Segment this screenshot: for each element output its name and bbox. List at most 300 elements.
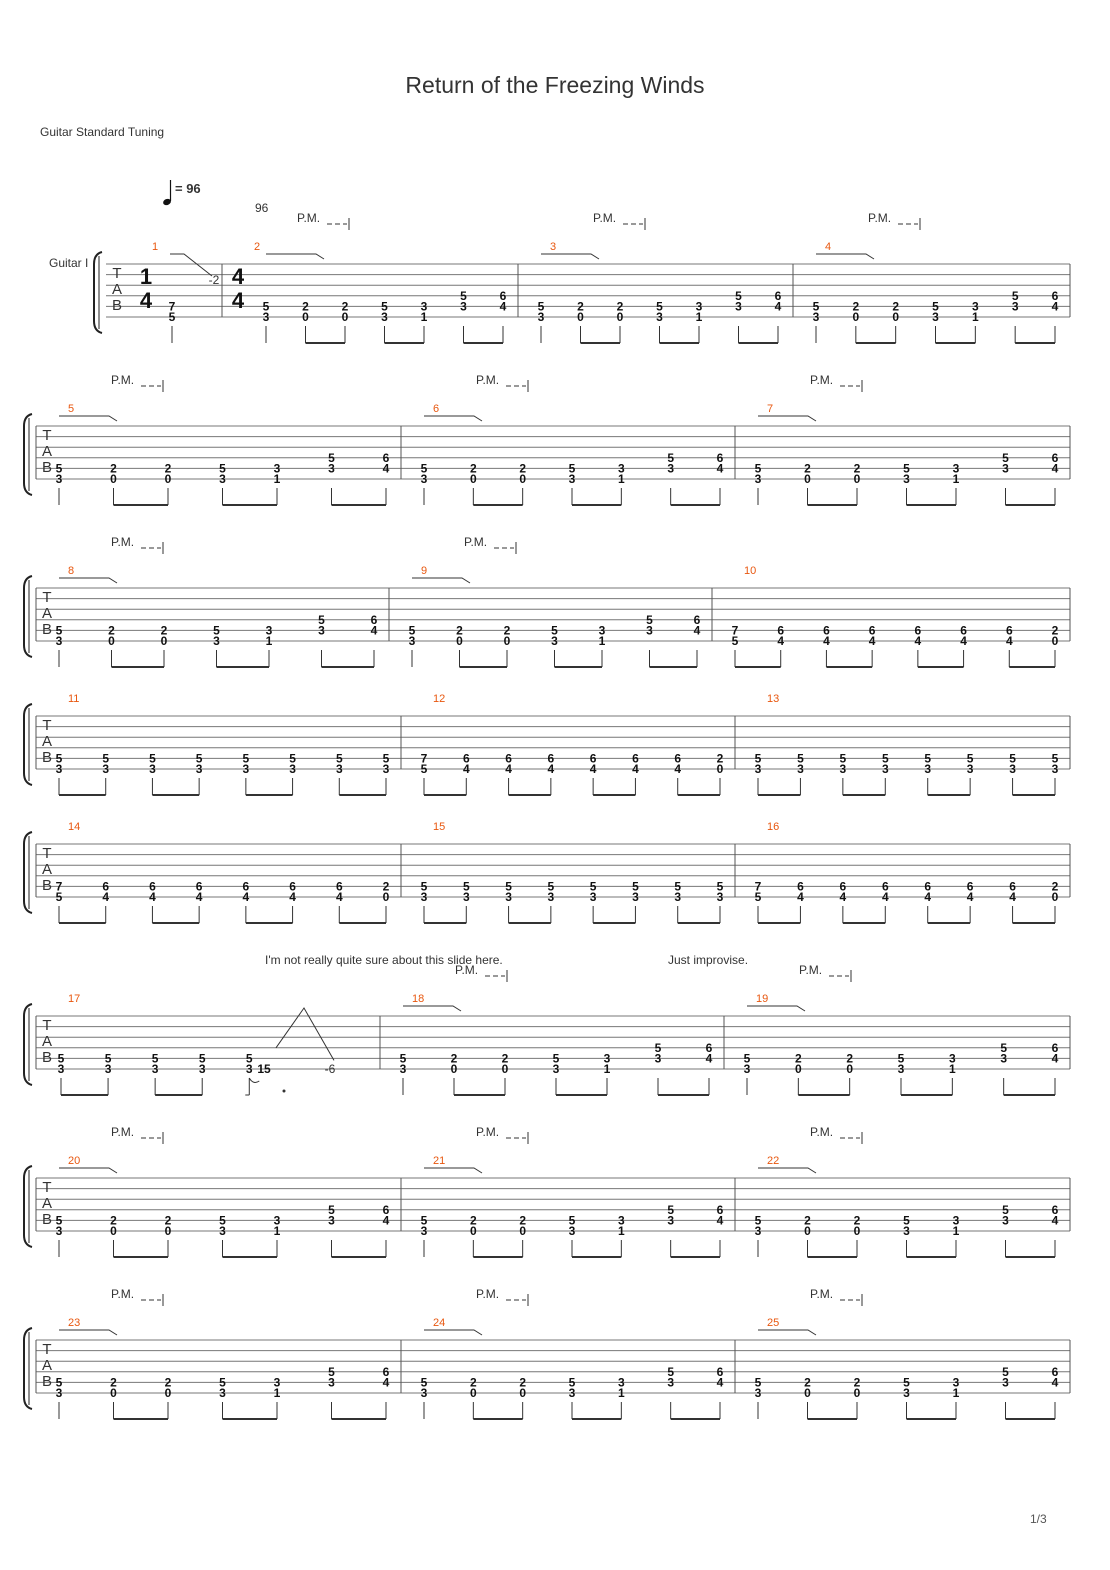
measure-number: 16 bbox=[767, 821, 780, 833]
fret-number: 3 bbox=[754, 762, 762, 776]
fret-number: 5 bbox=[903, 1213, 910, 1228]
fret-number: 4 bbox=[1051, 1213, 1059, 1228]
fret-number: 3 bbox=[716, 890, 724, 904]
measure-number: 21 bbox=[433, 1155, 446, 1167]
fret-number: 5 bbox=[328, 1364, 335, 1379]
fret-number: 0 bbox=[164, 1224, 172, 1238]
fret-number: 0 bbox=[1051, 890, 1059, 904]
fret-number: 5 bbox=[656, 299, 663, 314]
fret-number: 3 bbox=[328, 1213, 335, 1228]
fret-number: 1 bbox=[952, 1224, 960, 1238]
fret-number: 5 bbox=[195, 751, 203, 766]
measure-number: 18 bbox=[412, 993, 425, 1005]
fret-number: 3 bbox=[568, 1386, 576, 1400]
fret-number: 4 bbox=[705, 1051, 713, 1066]
fret-number: 6 bbox=[960, 623, 967, 638]
fret-number: 6 bbox=[102, 879, 110, 894]
fret-number: 2 bbox=[110, 1213, 117, 1228]
fret-number: 5 bbox=[219, 1213, 226, 1228]
fret-number: 5 bbox=[420, 879, 428, 894]
fret-number: 3 bbox=[971, 299, 979, 314]
slide-curve bbox=[424, 1168, 482, 1173]
fret-number: 5 bbox=[754, 461, 762, 476]
fret-number: 6 bbox=[1051, 1364, 1059, 1379]
fret-number: 3 bbox=[1000, 1051, 1008, 1066]
fret-number: 3 bbox=[104, 1062, 112, 1076]
fret-number: 6 bbox=[881, 879, 889, 894]
fret-number: 4 bbox=[823, 634, 830, 648]
annotation-text: I'm not really quite sure about this slide here. bbox=[265, 953, 503, 967]
fret-number: 0 bbox=[302, 310, 309, 324]
fret-number: 5 bbox=[57, 1051, 65, 1066]
fret-number: 4 bbox=[547, 762, 555, 776]
fret-number: 2 bbox=[302, 299, 309, 314]
fret-number: 2 bbox=[160, 623, 168, 638]
fret-number: 4 bbox=[1051, 1051, 1059, 1066]
fret-number: 6 bbox=[777, 623, 785, 638]
fret-number: 2 bbox=[110, 1375, 117, 1390]
fret-number: 5 bbox=[589, 879, 597, 894]
fret-number: 3 bbox=[242, 762, 250, 776]
fret-number: 4 bbox=[716, 1375, 724, 1390]
palm-mute-label: P.M. bbox=[111, 1287, 135, 1301]
fret-number: 3 bbox=[547, 890, 555, 904]
fret-number: 6 bbox=[589, 751, 597, 766]
fret-number: 0 bbox=[519, 472, 527, 486]
measure-number: 19 bbox=[756, 993, 769, 1005]
fret-number: 6 bbox=[914, 623, 922, 638]
fret-number: 5 bbox=[568, 1375, 576, 1390]
fret-number: 4 bbox=[382, 1213, 390, 1228]
fret-number: 4 bbox=[777, 634, 785, 648]
tuning-label: Guitar Standard Tuning bbox=[40, 125, 165, 139]
measure-number: 3 bbox=[550, 241, 557, 253]
fret-number: 4 bbox=[797, 890, 804, 904]
fret-number: 6 bbox=[335, 879, 343, 894]
fret-number: 3 bbox=[966, 762, 974, 776]
palm-mute-label: P.M. bbox=[464, 535, 488, 549]
fret-number: 1 bbox=[617, 1386, 625, 1400]
fret-number: 0 bbox=[110, 472, 117, 486]
fret-number: 4 bbox=[499, 299, 507, 314]
score-title: Return of the Freezing Winds bbox=[405, 72, 705, 98]
fret-number: 3 bbox=[656, 310, 663, 324]
fret-number: 3 bbox=[952, 1213, 960, 1228]
fret-number: 5 bbox=[537, 299, 545, 314]
fret-number: 6 bbox=[499, 288, 507, 303]
fret-number: 5 bbox=[219, 1375, 226, 1390]
fret-number: 3 bbox=[743, 1062, 751, 1076]
slide-curve bbox=[59, 416, 117, 421]
fret-number: 5 bbox=[754, 1375, 762, 1390]
measure-number: 17 bbox=[68, 993, 81, 1005]
time-signature-top: 1 bbox=[139, 264, 153, 289]
fret-number: 1 bbox=[617, 1224, 625, 1238]
fret-number: 2 bbox=[794, 1051, 802, 1066]
slide-curve bbox=[424, 1330, 482, 1335]
fret-number: 5 bbox=[55, 890, 63, 904]
fret-number: 5 bbox=[213, 623, 220, 638]
fret-number: 6 bbox=[1051, 1040, 1059, 1055]
fret-number: 6 bbox=[1051, 288, 1059, 303]
fret-number: 6 bbox=[547, 751, 555, 766]
fret-number: 0 bbox=[892, 310, 900, 324]
fret-number: 2 bbox=[501, 1051, 509, 1066]
fret-number: 3 bbox=[57, 1062, 65, 1076]
fret-number: 4 bbox=[960, 634, 967, 648]
fret-number: 1 bbox=[265, 634, 273, 648]
fret-number: 3 bbox=[952, 1375, 960, 1390]
fret-number: 5 bbox=[420, 762, 428, 776]
fret-number: 0 bbox=[853, 472, 861, 486]
fret-number: 4 bbox=[774, 299, 782, 314]
fret-number: 5 bbox=[1009, 751, 1016, 766]
system-bracket bbox=[94, 252, 102, 333]
fret-number: 4 bbox=[674, 762, 682, 776]
slide-curve bbox=[758, 1330, 816, 1335]
fret-number: 5 bbox=[646, 612, 653, 627]
slide-curve bbox=[747, 1006, 805, 1011]
tab-clef-letter: A bbox=[41, 1195, 53, 1212]
fret-number: 6 bbox=[382, 450, 390, 465]
fret-number: 2 bbox=[469, 1213, 477, 1228]
system-bracket bbox=[24, 1004, 32, 1085]
fret-number: 3 bbox=[932, 310, 939, 324]
fret-number: 3 bbox=[55, 762, 63, 776]
fret-number: 5 bbox=[328, 1202, 335, 1217]
fret-number: 3 bbox=[420, 299, 428, 314]
fret-number: 6 bbox=[382, 1364, 390, 1379]
fret-number: 2 bbox=[804, 1375, 811, 1390]
system-bracket bbox=[24, 414, 32, 495]
fret-number: 5 bbox=[731, 634, 739, 648]
fret-number: 0 bbox=[577, 310, 584, 324]
fret-number: 6 bbox=[716, 450, 724, 465]
fret-number: 5 bbox=[55, 461, 63, 476]
palm-mute-label: P.M. bbox=[455, 963, 479, 977]
measure-number: 12 bbox=[433, 693, 446, 705]
fret-number: 0 bbox=[341, 310, 349, 324]
measure-number: 10 bbox=[744, 565, 757, 577]
tab-clef-letter: T bbox=[42, 717, 52, 734]
fret-number: 0 bbox=[503, 634, 511, 648]
tab-clef-letter: T bbox=[42, 845, 52, 862]
slide-curve bbox=[403, 1006, 461, 1011]
fret-number: 1 bbox=[617, 472, 625, 486]
fret-number: 3 bbox=[55, 1386, 63, 1400]
fret-number: 5 bbox=[735, 288, 742, 303]
fret-number: 4 bbox=[1051, 1375, 1059, 1390]
fret-number: 3 bbox=[1011, 299, 1019, 314]
system-bracket bbox=[24, 832, 32, 913]
palm-mute-label: P.M. bbox=[810, 1287, 834, 1301]
measure-number: 9 bbox=[421, 565, 428, 577]
palm-mute-label: P.M. bbox=[593, 211, 617, 225]
fret-number: 1 bbox=[420, 310, 428, 324]
fret-number: 3 bbox=[754, 1224, 762, 1238]
fret-number: 5 bbox=[55, 1213, 63, 1228]
fret-number: 2 bbox=[469, 461, 477, 476]
slide-curve bbox=[758, 1168, 816, 1173]
fret-number: 3 bbox=[646, 623, 653, 638]
fret-number: 1 bbox=[952, 472, 960, 486]
fret-number: 6 bbox=[195, 879, 203, 894]
fret-number: 2 bbox=[1051, 623, 1059, 638]
fret-number: 5 bbox=[104, 1051, 112, 1066]
fret-number: 3 bbox=[245, 1062, 253, 1076]
tab-clef-letter: A bbox=[41, 443, 53, 460]
fret-number: 1 bbox=[273, 1224, 281, 1238]
fret-number: 5 bbox=[168, 310, 176, 324]
palm-mute-label: P.M. bbox=[476, 373, 500, 387]
fret-number: 3 bbox=[318, 623, 325, 638]
fret-number: 2 bbox=[1051, 879, 1059, 894]
tab-clef-letter: B bbox=[41, 1049, 53, 1066]
fret-number: 6 bbox=[632, 751, 639, 766]
fret-number: 6 bbox=[370, 612, 378, 627]
tab-clef-letter: B bbox=[41, 621, 53, 638]
fret-number: 5 bbox=[399, 1051, 407, 1066]
fret-number: 3 bbox=[1051, 762, 1059, 776]
fret-number: 2 bbox=[853, 461, 861, 476]
fret-number: 0 bbox=[164, 472, 172, 486]
fret-number: 6 bbox=[1005, 623, 1013, 638]
time-signature-top: 4 bbox=[231, 264, 245, 289]
fret-number: 2 bbox=[341, 299, 349, 314]
fret-number: 3 bbox=[219, 472, 226, 486]
slide-target: -6 bbox=[324, 1062, 336, 1076]
fret-number: 5 bbox=[552, 1051, 560, 1066]
fret-number: 5 bbox=[568, 1213, 576, 1228]
fret-number: 1 bbox=[952, 1386, 960, 1400]
fret-number: 5 bbox=[318, 612, 325, 627]
fret-number: 5 bbox=[881, 751, 889, 766]
fret-number: 5 bbox=[754, 1213, 762, 1228]
fret-number: 3 bbox=[903, 1224, 910, 1238]
fret-number: 4 bbox=[382, 461, 390, 476]
fret-number: 2 bbox=[519, 1213, 527, 1228]
fret-number: 5 bbox=[460, 288, 467, 303]
fret-number: 3 bbox=[55, 472, 63, 486]
fret-number: 6 bbox=[505, 751, 512, 766]
fret-number: 4 bbox=[1051, 299, 1059, 314]
fret-number: 5 bbox=[924, 751, 932, 766]
fret-number: 3 bbox=[273, 461, 281, 476]
tab-clef-letter: T bbox=[42, 427, 52, 444]
fret-number: 5 bbox=[245, 1051, 253, 1066]
fret-number: 5 bbox=[102, 751, 110, 766]
tab-clef-letter: A bbox=[41, 1033, 53, 1050]
fret-number: 7 bbox=[168, 299, 176, 314]
slide-curve bbox=[266, 254, 324, 259]
fret-number: 4 bbox=[335, 890, 343, 904]
fret-number: 5 bbox=[897, 1051, 905, 1066]
palm-mute-label: P.M. bbox=[799, 963, 823, 977]
tab-clef-letter: A bbox=[41, 1357, 53, 1374]
system-bracket bbox=[24, 704, 32, 785]
tab-clef-letter: B bbox=[41, 459, 53, 476]
fret-number: 6 bbox=[966, 879, 974, 894]
fret-number: 3 bbox=[1002, 461, 1009, 476]
tab-clef-letter: T bbox=[42, 1017, 52, 1034]
fret-number: 6 bbox=[674, 751, 682, 766]
fret-number: 3 bbox=[460, 299, 467, 314]
palm-mute-label: P.M. bbox=[111, 373, 135, 387]
measure-number: 11 bbox=[68, 693, 80, 705]
fret-number: 4 bbox=[1009, 890, 1016, 904]
fret-number: 3 bbox=[273, 1213, 281, 1228]
fret-number: 0 bbox=[164, 1386, 172, 1400]
fret-number: 5 bbox=[219, 461, 226, 476]
fret-number: 3 bbox=[754, 472, 762, 486]
fret-number: 0 bbox=[804, 1224, 811, 1238]
tab-clef-letter: T bbox=[42, 589, 52, 606]
fret-number: 6 bbox=[705, 1040, 713, 1055]
fret-number: 7 bbox=[754, 879, 762, 894]
fret-number: 0 bbox=[382, 890, 390, 904]
fret-number: 3 bbox=[897, 1062, 905, 1076]
tempo-value: = 96 bbox=[175, 181, 201, 196]
fret-number: 1 bbox=[273, 1386, 281, 1400]
fret-number: 4 bbox=[1005, 634, 1013, 648]
fret-number: 1 bbox=[971, 310, 979, 324]
tab-clef-letter: B bbox=[41, 1211, 53, 1228]
fret-number: 2 bbox=[577, 299, 584, 314]
fret-number: 5 bbox=[632, 879, 639, 894]
fret-number: 3 bbox=[568, 1224, 576, 1238]
tab-clef-letter: B bbox=[41, 877, 53, 894]
fret-number: 0 bbox=[853, 1224, 861, 1238]
fret-number: 0 bbox=[160, 634, 168, 648]
measure-number: 25 bbox=[767, 1317, 780, 1329]
fret-number: 4 bbox=[693, 623, 701, 638]
fret-number: 7 bbox=[731, 623, 739, 638]
fret-number: 5 bbox=[754, 751, 762, 766]
fret-number: 2 bbox=[450, 1051, 458, 1066]
fret-number: 5 bbox=[1002, 1202, 1009, 1217]
measure-number: 1 bbox=[152, 241, 159, 253]
fret-number: 2 bbox=[616, 299, 624, 314]
fret-number: 3 bbox=[289, 762, 296, 776]
fret-number: 5 bbox=[462, 879, 470, 894]
fret-number: 0 bbox=[450, 1062, 458, 1076]
fret-number: 6 bbox=[1009, 879, 1016, 894]
fret-number: 3 bbox=[381, 310, 388, 324]
fret-number: 5 bbox=[381, 299, 388, 314]
fret-number: 5 bbox=[408, 623, 416, 638]
fret-number: 1 bbox=[273, 472, 281, 486]
fret-number: 1 bbox=[598, 634, 606, 648]
fret-number: 5 bbox=[743, 1051, 751, 1066]
fret-number: 3 bbox=[797, 762, 804, 776]
fret-number: 4 bbox=[149, 890, 156, 904]
tab-clef-letter: A bbox=[111, 281, 123, 298]
fret-number: 5 bbox=[812, 299, 820, 314]
fret-number: 3 bbox=[617, 1213, 625, 1228]
fret-number: 2 bbox=[108, 623, 115, 638]
fret-number: 5 bbox=[547, 879, 555, 894]
measure-number: 5 bbox=[68, 403, 75, 415]
measure-number: 14 bbox=[68, 821, 81, 833]
fret-number: 0 bbox=[519, 1386, 527, 1400]
fret-number: 4 bbox=[370, 623, 378, 638]
fret-number: 6 bbox=[462, 751, 470, 766]
fret-number: 2 bbox=[164, 1213, 172, 1228]
slide-line bbox=[170, 254, 212, 276]
fret-number: 3 bbox=[462, 890, 470, 904]
tab-clef-letter: A bbox=[41, 861, 53, 878]
annotation-text: Just improvise. bbox=[668, 953, 749, 967]
slide-curve bbox=[59, 578, 117, 583]
fret-number: 3 bbox=[420, 1386, 428, 1400]
fret-number: 3 bbox=[219, 1224, 226, 1238]
tab-clef-letter: A bbox=[41, 733, 53, 750]
fret-number: 5 bbox=[149, 751, 156, 766]
fret-number: 4 bbox=[839, 890, 847, 904]
fret-number: 3 bbox=[735, 299, 742, 314]
fret-number: 3 bbox=[589, 890, 597, 904]
fret-number: 3 bbox=[552, 1062, 560, 1076]
slide-curve bbox=[424, 416, 482, 421]
fret-number: 5 bbox=[1002, 450, 1009, 465]
fret-number: 3 bbox=[667, 461, 675, 476]
measure-number: 20 bbox=[68, 1155, 81, 1167]
page-number: 1/3 bbox=[1030, 1512, 1047, 1526]
fret-number: 5 bbox=[667, 450, 675, 465]
slide-curve bbox=[816, 254, 874, 259]
fret-number: 3 bbox=[198, 1062, 206, 1076]
fret-number: 7 bbox=[55, 879, 63, 894]
measure-number: 4 bbox=[825, 241, 832, 253]
fret-number: 3 bbox=[667, 1375, 675, 1390]
time-signature-bottom: 4 bbox=[231, 288, 245, 313]
fret-number: 2 bbox=[382, 879, 390, 894]
measure-number: 24 bbox=[433, 1317, 446, 1329]
fret-number: 5 bbox=[262, 299, 270, 314]
palm-mute-label: P.M. bbox=[111, 535, 135, 549]
fret-number: 2 bbox=[846, 1051, 854, 1066]
fret-number: 0 bbox=[110, 1386, 117, 1400]
fret-number: 6 bbox=[868, 623, 876, 638]
fret-number: 0 bbox=[110, 1224, 117, 1238]
fret-number: 5 bbox=[55, 1375, 63, 1390]
fret-number: 5 bbox=[667, 1364, 675, 1379]
fret-number: 0 bbox=[616, 310, 624, 324]
fret-number: 3 bbox=[55, 634, 63, 648]
system-bracket bbox=[24, 576, 32, 657]
fret-number: 0 bbox=[846, 1062, 854, 1076]
fret-number: 3 bbox=[408, 634, 416, 648]
fret-number: 5 bbox=[966, 751, 974, 766]
fret-number: 2 bbox=[469, 1375, 477, 1390]
palm-mute-label: P.M. bbox=[868, 211, 892, 225]
measure-number: 23 bbox=[68, 1317, 81, 1329]
tab-clef-letter: B bbox=[41, 1373, 53, 1390]
tab-clef-letter: B bbox=[41, 749, 53, 766]
fret-number: 4 bbox=[462, 762, 470, 776]
slide-curve bbox=[59, 1168, 117, 1173]
fret-number: 3 bbox=[420, 1224, 428, 1238]
fret-number: 5 bbox=[568, 461, 576, 476]
fret-number: 5 bbox=[420, 1375, 428, 1390]
fret-number: 3 bbox=[1009, 762, 1016, 776]
fret-number: 6 bbox=[1051, 450, 1059, 465]
fret-number: 3 bbox=[213, 634, 220, 648]
fret-number: 6 bbox=[823, 623, 830, 638]
fret-number: 3 bbox=[551, 634, 558, 648]
measure-number: 15 bbox=[433, 821, 446, 833]
fret-number: 3 bbox=[1002, 1213, 1009, 1228]
